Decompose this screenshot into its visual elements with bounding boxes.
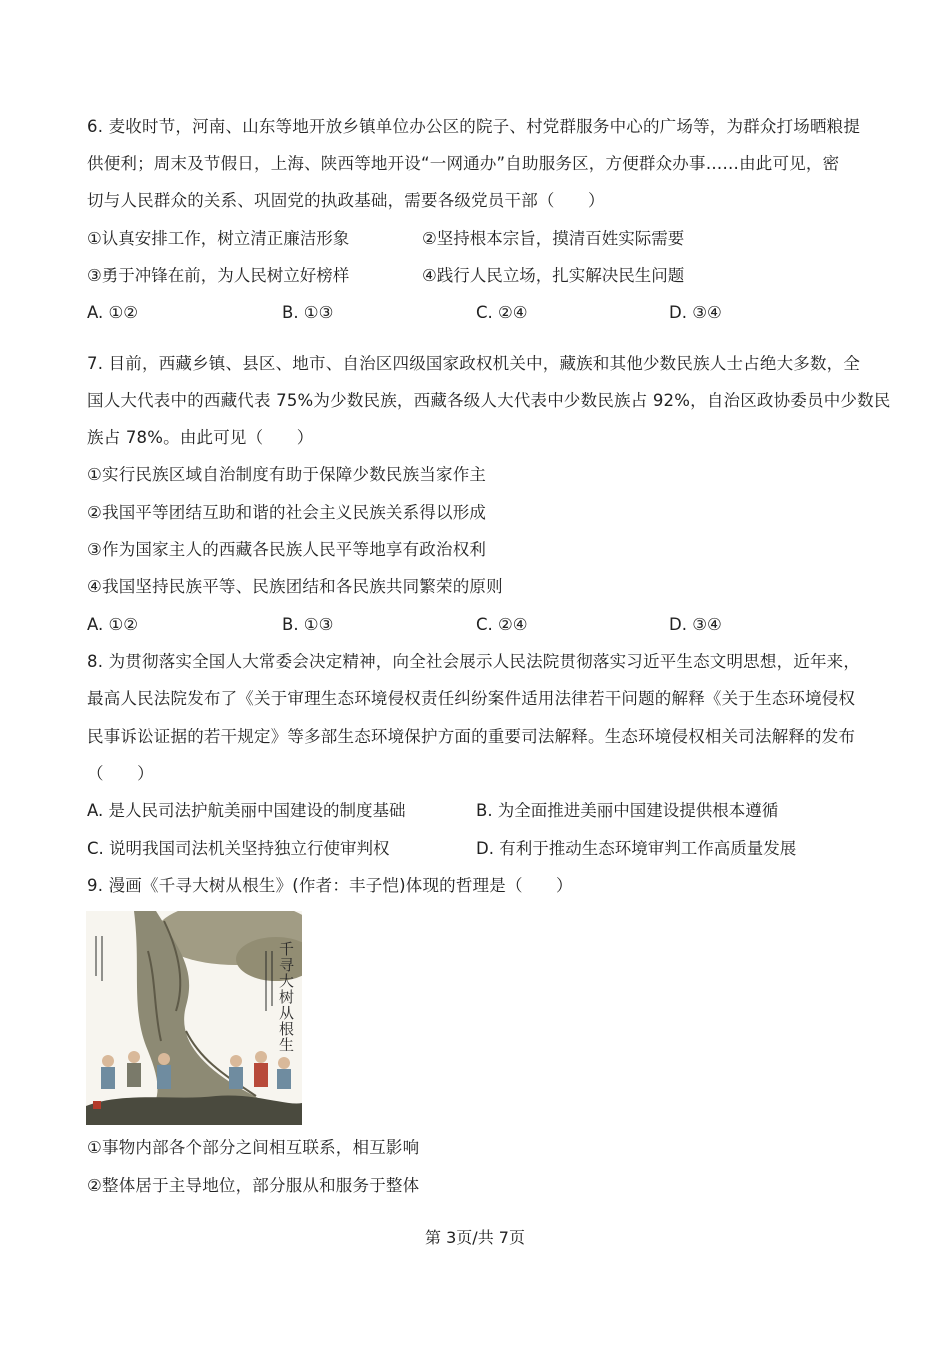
q8-option-b: B. 为全面推进美丽中国建设提供根本遵循 <box>476 801 779 820</box>
q6-option-b: B. ①③ <box>282 303 334 322</box>
q9-stem: 9. 漫画《千寻大树从根生》(作者：丰子恺)体现的哲理是（ ） <box>87 876 573 895</box>
q7-option-b: B. ①③ <box>282 615 334 634</box>
tree-roots <box>86 1096 302 1125</box>
q6-item: ④践行人民立场，扎实解决民生问题 <box>422 266 685 285</box>
q8-option-a: A. 是人民司法护航美丽中国建设的制度基础 <box>87 801 406 820</box>
q7-item: ③作为国家主人的西藏各民族人民平等地享有政治权利 <box>87 540 487 559</box>
q7-stem-line: 国人大代表中的西藏代表 75%为少数民族，西藏各级人大代表中少数民族占 92%，自治区政协委员中少数民 <box>87 391 891 410</box>
cartoon-image <box>86 911 302 1125</box>
q9-item: ②整体居于主导地位，部分服从和服务于整体 <box>87 1176 420 1195</box>
q7-option-a: A. ①② <box>87 615 139 634</box>
q7-item: ④我国坚持民族平等、民族团结和各民族共同繁荣的原则 <box>87 577 503 596</box>
q7-option-d: D. ③④ <box>669 615 722 634</box>
q6-item: ③勇于冲锋在前，为人民树立好榜样 <box>87 266 350 285</box>
q6-option-a: A. ①② <box>87 303 139 322</box>
q7-option-c: C. ②④ <box>476 615 528 634</box>
q7-stem-line: 7. 目前，西藏乡镇、县区、地市、自治区四级国家政权机关中，藏族和其他少数民族人士占绝大多数，全 <box>87 354 861 373</box>
q8-option-c: C. 说明我国司法机关坚持独立行使审判权 <box>87 839 390 858</box>
q6-option-d: D. ③④ <box>669 303 722 322</box>
q8-option-d: D. 有利于推动生态环境审判工作高质量发展 <box>476 839 797 858</box>
q7-item: ①实行民族区域自治制度有助于保障少数民族当家作主 <box>87 465 487 484</box>
q8-stem-line: 8. 为贯彻落实全国人大常委会决定精神，向全社会展示人民法院贯彻落实习近平生态文明思想，近年来， <box>87 652 861 671</box>
q7-stem-line: 族占 78%。由此可见（ ） <box>87 428 314 447</box>
q7-item: ②我国平等团结互助和谐的社会主义民族关系得以形成 <box>87 503 487 522</box>
q8-stem-line: （ ） <box>87 764 154 783</box>
red-seal <box>93 1101 101 1109</box>
q6-stem-line: 切与人民群众的关系、巩固党的执政基础，需要各级党员干部（ ） <box>87 191 605 210</box>
q6-item: ①认真安排工作，树立清正廉洁形象 <box>87 229 350 248</box>
q6-item: ②坚持根本宗旨，摸清百姓实际需要 <box>422 229 685 248</box>
q8-stem-line: 最高人民法院发布了《关于审理生态环境侵权责任纠纷案件适用法律若干问题的解释《关于生态环境侵权 <box>87 689 856 708</box>
q8-stem-line: 民事诉讼证据的若干规定》等多部生态环境保护方面的重要司法解释。生态环境侵权相关司法解释的发布 <box>87 727 856 746</box>
q6-stem-line: 6. 麦收时节，河南、山东等地开放乡镇单位办公区的院子、村党群服务中心的广场等，为群众打场晒粮提 <box>87 117 861 136</box>
q6-stem-line: 供便利；周末及节假日，上海、陕西等地开设“一网通办”自助服务区，方便群众办事……由此可见，密 <box>87 154 840 173</box>
cartoon-title: 千寻大树从根生 <box>277 941 295 1053</box>
q6-option-c: C. ②④ <box>476 303 528 322</box>
q9-item: ①事物内部各个部分之间相互联系，相互影响 <box>87 1138 420 1157</box>
page-footer: 第 3页/共 7页 <box>425 1228 525 1247</box>
